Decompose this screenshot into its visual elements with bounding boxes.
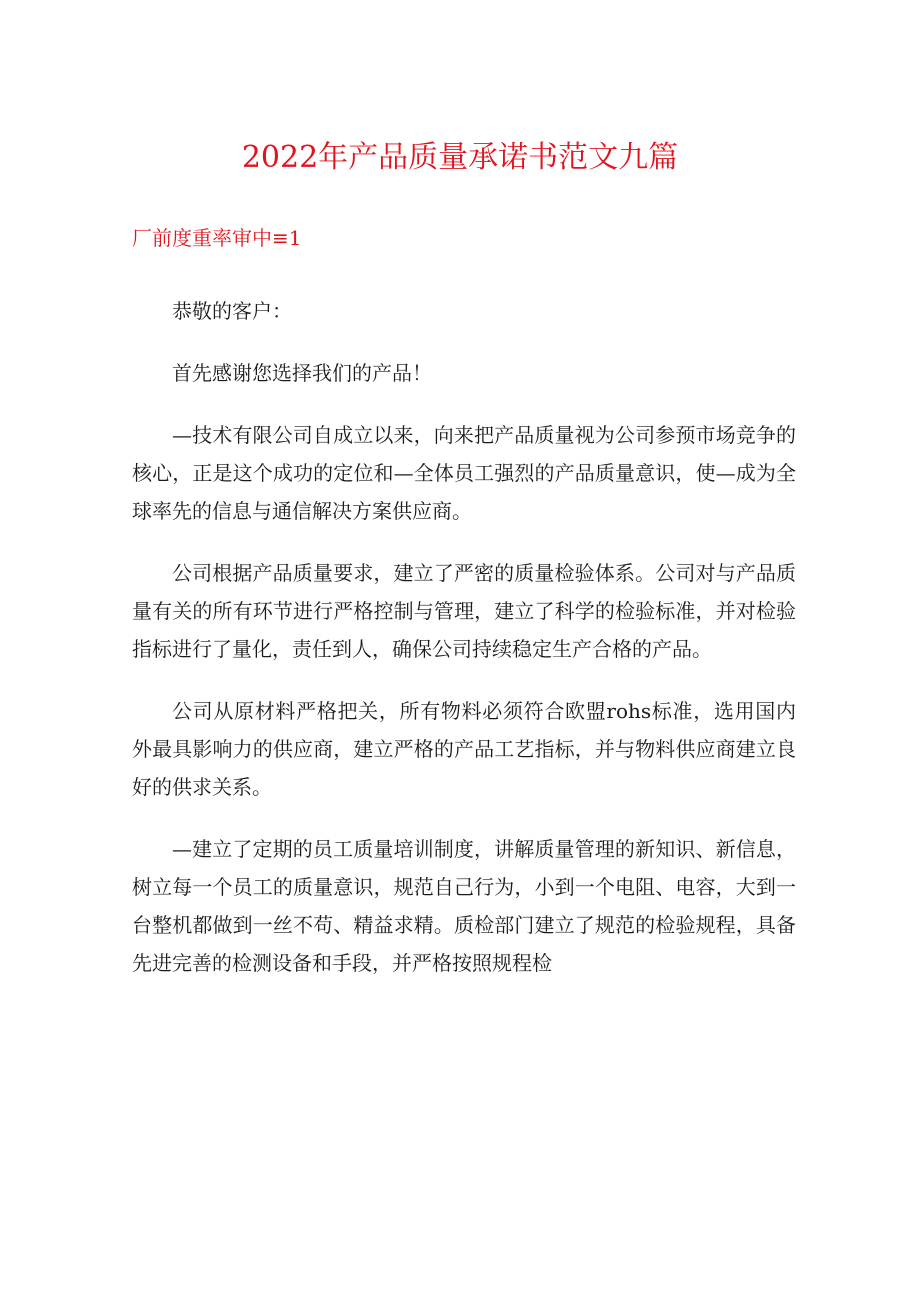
section-heading: 厂前度重率审中≡1 bbox=[132, 226, 302, 250]
paragraph: 公司从原材料严格把关，所有物料必须符合欧盟rohs标准，选用国内外最具影响力的供应商，建立严格的产品工艺指标，并与物料供应商建立良好的供求关系。 bbox=[132, 699, 796, 799]
paragraph: —建立了定期的员工质量培训制度，讲解质量管理的新知识、新信息，树立每一个员工的质量意识，规范自己行为，小到一个电阻、电容，大到一台整机都做到一丝不苟、精益求精。质检部门建立了规范的检验规程，具备先进完善的检测设备和手段，并严格按照规程检 bbox=[132, 837, 796, 975]
document-body bbox=[132, 292, 796, 1006]
salutation: 恭敬的客户： bbox=[172, 299, 292, 323]
document-title: 2022年产品质量承诺书范文九篇 bbox=[241, 140, 679, 175]
paragraph: —技术有限公司自成立以来，向来把产品质量视为公司参预市场竞争的核心，正是这个成功的定位和—全体员工强烈的产品质量意识，使—成为全球率先的信息与通信解决方案供应商。 bbox=[132, 423, 796, 523]
thanks-line: 首先感谢您选择我们的产品！ bbox=[172, 361, 432, 385]
paragraph: 公司根据产品质量要求，建立了严密的质量检验体系。公司对与产品质量有关的所有环节进行严格控制与管理，建立了科学的检验标准，并对检验指标进行了量化，责任到人，确保公司持续稳定生产合格的产品。 bbox=[132, 561, 796, 661]
